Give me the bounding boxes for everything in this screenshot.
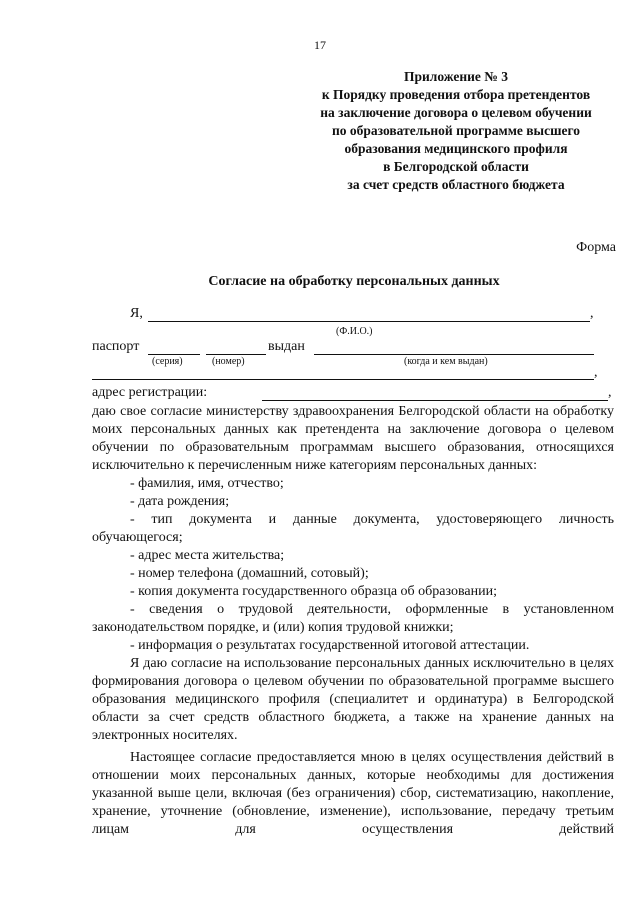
passport-number-line[interactable] (206, 354, 266, 355)
data-category-item: - фамилия, имя, отчество; (130, 476, 284, 491)
number-caption: (номер) (212, 356, 245, 367)
issued-caption: (когда и кем выдан) (404, 356, 488, 367)
data-category-item: - дата рождения; (130, 494, 230, 509)
data-category-item: - информация о результатах государственной итоговой аттестации. (130, 638, 530, 653)
passport-issued-line[interactable] (314, 354, 594, 355)
fio-caption: (Ф.И.О.) (336, 326, 373, 337)
comma: , (608, 385, 612, 400)
passport-label: паспорт (92, 339, 140, 354)
appendix-line: в Белгородской области (383, 159, 529, 174)
data-category-item: - сведения о трудовой деятельности, оформленные в установленном законодательством порядке, и (или) копия трудовой книжки; (92, 602, 614, 635)
data-category-item: - номер телефона (домашний, сотовый); (130, 566, 369, 581)
data-category-item: - адрес места жительства; (130, 548, 285, 563)
appendix-line: за счет средств областного бюджета (347, 177, 565, 192)
series-caption: (серия) (152, 356, 183, 367)
address-field-line[interactable] (262, 400, 608, 401)
document-body (92, 403, 614, 839)
consent-intro: даю свое согласие министерству здравоохранения Белгородской области на обработку моих персональных данных как претендента на заключение договора о целевом обучении по образовательным программам высшего образования, относящихся исключительно к перечисленным ниже категориям персональных данных: (92, 404, 614, 473)
appendix-line: Приложение № 3 (404, 69, 508, 84)
vydan-label: выдан (268, 339, 305, 354)
appendix-line: образования медицинского профиля (344, 141, 568, 156)
ya-label: Я, (130, 306, 143, 321)
appendix-header (270, 68, 640, 194)
consent-actions-paragraph: Настоящее согласие предоставляется мною в целях осуществления действий в отношении моих персональных данных, которые необходимы для достижения указанной выше цели, включая (без ограничения) сбор, систематизацию, накопление, хранение, уточнение (обновление, изменение), использование, передачу третьим лицам для осуществления действий (92, 750, 614, 837)
consent-purpose-paragraph: Я даю согласие на использование персональных данных исключительно в целях формирования договора о целевом обучении по образовательной программе высшего образования медицинского профиля (специалитет и ординатура) в Белгородской области за счет средств областного бюджета, а также на хранение данных на электронных носителях. (92, 656, 614, 743)
fio-field-line[interactable] (148, 321, 590, 322)
data-category-item: - копия документа государственного образца об образовании; (130, 584, 497, 599)
comma: , (590, 306, 594, 321)
appendix-line: к Порядку проведения отбора претендентов (321, 87, 591, 102)
passport-series-line[interactable] (148, 354, 200, 355)
address-label: адрес регистрации: (92, 385, 208, 400)
document-title: Согласие на обработку персональных данных (208, 274, 500, 289)
appendix-line: по образовательной программе высшего (331, 123, 581, 138)
appendix-line: на заключение договора о целевом обучении (320, 105, 592, 120)
form-label: Форма (576, 240, 616, 255)
page-number: 17 (314, 38, 326, 52)
comma: , (594, 365, 598, 380)
data-category-item: - тип документа и данные документа, удостоверяющего личность обучающегося; (92, 512, 614, 545)
passport-issued-line-continued[interactable] (92, 379, 594, 380)
